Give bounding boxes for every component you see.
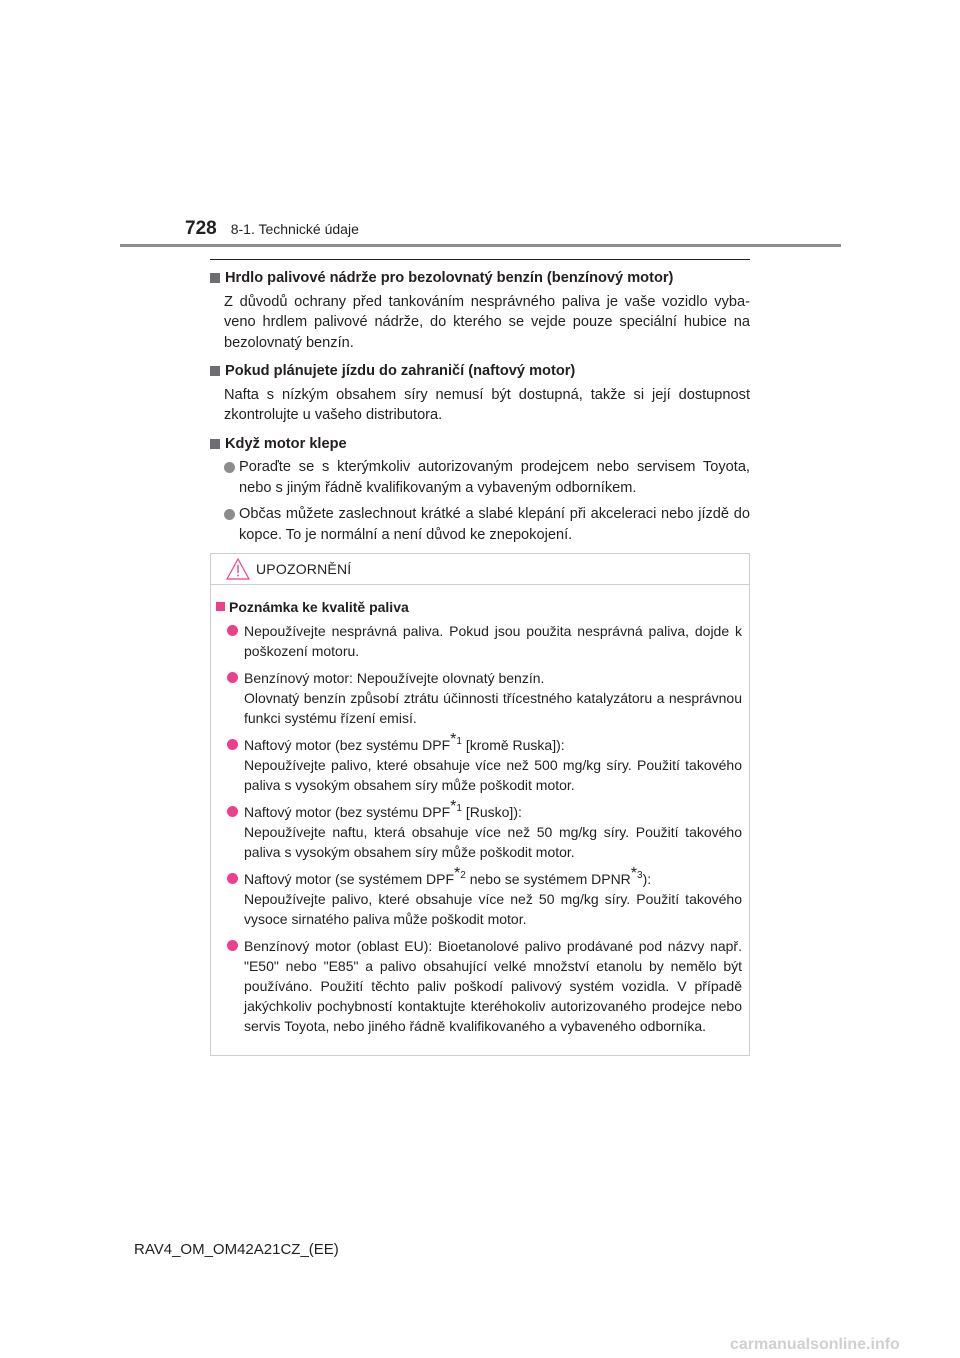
header-rule (120, 244, 841, 247)
list-item: Benzínový motor: Nepoužívejte olovnatý benzín. Olovnatý benzín způsobí ztrátu účinnosti třícestného katalyzátoru a nesprávnou funkci systému řízení emisí. (227, 668, 742, 728)
circle-bullet-icon (227, 672, 238, 683)
section-heading: Hrdlo palivové nádrže pro bezolovnatý benzín (benzínový motor) (210, 268, 750, 289)
square-bullet-icon (210, 366, 220, 376)
square-bullet-icon (210, 439, 220, 449)
warning-triangle-icon (226, 558, 250, 580)
circle-bullet-icon (227, 739, 238, 750)
circle-bullet-icon (227, 940, 238, 951)
document-code: RAV4_OM_OM42A21CZ_(EE) (134, 1241, 339, 1258)
circle-bullet-icon (224, 462, 235, 473)
circle-bullet-icon (227, 806, 238, 817)
list-item: Poraďte se s kterýmkoliv autorizovaným prodejcem nebo servisem Toyota, nebo s jiným řádně kvalifikovaným a vybaveným odborníkem. (224, 457, 750, 498)
content-rule (210, 259, 750, 260)
square-bullet-icon (216, 602, 225, 611)
page-header (185, 218, 359, 240)
circle-bullet-icon (227, 873, 238, 884)
list-item: Naftový motor (se systémem DPF$^{*2}$ nebo se systémem DPNR$^{*3}$): Nepoužívejte palivo, které obsahuje více než 50 mg/kg síry. Použití takového vysoce sirnatého paliva může poškodit motor. (227, 869, 742, 929)
warning-heading: Poznámka ke kvalitě paliva (216, 597, 742, 617)
section-heading: Pokud plánujete jízdu do zahraničí (naftový motor) (210, 361, 750, 382)
warning-box (210, 553, 750, 1056)
list-item: Nepoužívejte nesprávná paliva. Pokud jsou použita nesprávná paliva, dojde k poškození motoru. (227, 621, 742, 661)
square-bullet-icon (210, 273, 220, 283)
warning-header (211, 554, 749, 585)
list-item: Občas můžete zaslechnout krátké a slabé klepání při akceleraci nebo jízdě do kopce. To je normální a není důvod ke znepokojení. (224, 504, 750, 545)
watermark: carmanualsonline.info (730, 1336, 900, 1353)
warning-title: UPOZORNĚNÍ (256, 561, 352, 577)
list-item: Naftový motor (bez systému DPF$^{*1}$ [kromě Ruska]): Nepoužívejte palivo, které obsahuje více než 500 mg/kg síry. Použití takového paliva s vysokým obsahem síry může poškodit motor. (227, 735, 742, 795)
main-content (210, 268, 750, 551)
section-heading: Když motor klepe (210, 434, 750, 455)
list-item: Benzínový motor (oblast EU): Bioetanolové palivo prodávané pod názvy např. "E50" nebo "E85" a palivo obsahující velké množství etanolu by nemělo být používáno. Použití těchto paliv poškodí palivový systém vozidla. V případě jakýchkoliv pochybností kontaktujte kteréhokoliv autorizovaného prodejce nebo servis Toyota, nebo jiného řádně kvalifikovaného a vybaveného odborníka. (227, 936, 742, 1036)
paragraph: Nafta s nízkým obsahem síry nemusí být dostupná, takže si její dostupnost zkontrolujte u vašeho distributora. (224, 386, 750, 423)
list-item: Naftový motor (bez systému DPF$^{*1}$ [Rusko]): Nepoužívejte naftu, která obsahuje více než 50 mg/kg síry. Použití takového paliva s vysokým obsahem síry může poškodit motor. (227, 802, 742, 862)
circle-bullet-icon (227, 625, 238, 636)
paragraph: Z důvodů ochrany před tankováním nesprávného paliva je vaše vozidlo vybaveno hrdlem palivové nádrže, do kterého se vejde pouze speciální hubice na bezolovnatý benzín. (224, 293, 750, 351)
page-number: 728 (185, 218, 217, 239)
warning-body (211, 585, 749, 1036)
section-title: 8-1. Technické údaje (230, 221, 359, 237)
circle-bullet-icon (224, 509, 235, 520)
